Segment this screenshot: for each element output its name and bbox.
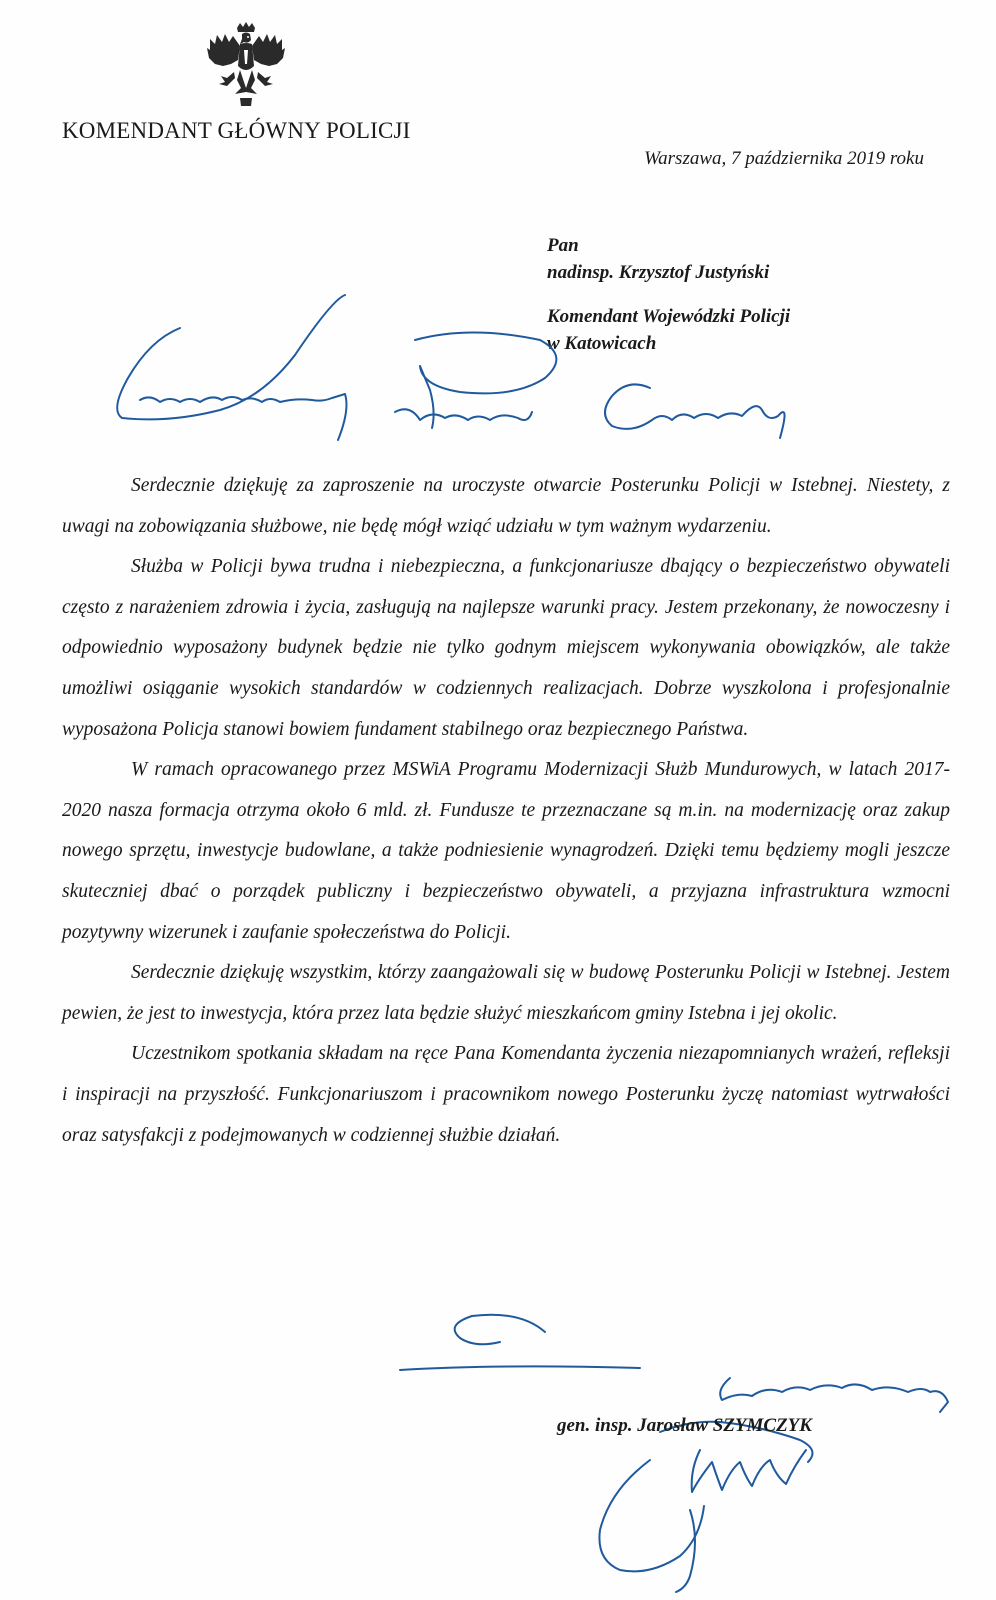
body-paragraph: Uczestnikom spotkania składam na ręce Pana Komendanta życzenia niezapomnianych wrażeń, refleksji i inspiracji na przyszłość. Funkcjonariuszom i pracownikom nowego Posterunku życzę natomiast wytrwałości oraz satysfakcji z podejmowanych w codziennej służbie działań. (62, 1043, 950, 1146)
body-paragraph: Służba w Policji bywa trudna i niebezpieczna, a funkcjonariusze dbający o bezpieczeństwo obywateli często z narażeniem zdrowia i życia, zasługują na najlepsze warunki pracy. Jestem przekonany, że nowoczesny i odpowiednio wyposażony budynek będzie nie tylko godnym miejscem wykonywania obowiązków, ale także umożliwi osiąganie wysokich standardów w codziennych realizacjach. Dobrze wyszkolona i profesjonalnie wyposażona Policja stanowi bowiem fundament stabilnego oraz bezpiecznego Państwa. (62, 556, 950, 740)
body-paragraph: Serdecznie dziękuję wszystkim, którzy zaangażowali się w budowę Posterunku Policji w Istebnej. Jestem pewien, że jest to inwestycja, która przez lata będzie służyć mieszkańcom gminy Istebna i jej okolic. (62, 962, 950, 1024)
addressee-salutation: Pan (547, 235, 579, 256)
polish-eagle-emblem (207, 22, 285, 106)
date-line: Warszawa, 7 października 2019 roku (644, 148, 924, 169)
issuing-office: KOMENDANT GŁÓWNY POLICJI (62, 118, 411, 143)
addressee-name: nadinsp. Krzysztof Justyński (547, 262, 770, 283)
handwritten-closing-text (0, 0, 1, 1)
handwritten-signature (599, 1422, 812, 1592)
letter-body (62, 466, 950, 1156)
signatory-name: gen. insp. Jarosław SZYMCZYK (557, 1415, 812, 1436)
body-paragraph: Serdecznie dziękuję za zaproszenie na uroczyste otwarcie Posterunku Policji w Istebnej. Niestety, z uwagi na zobowiązania służbowe, nie będę mógł wziąć udziału w tym ważnym wydarzeniu. (62, 475, 950, 537)
addressee-position: Komendant Wojewódzki Policji (547, 306, 791, 327)
handwritten-closing (400, 1315, 948, 1412)
addressee-block (547, 232, 790, 357)
body-paragraph: W ramach opracowanego przez MSWiA Programu Modernizacji Służb Mundurowych, w latach 2017-2020 nasza formacja otrzyma około 6 mld. zł. Fundusze te przeznaczane są m.in. na modernizację oraz zakup nowego sprzętu, inwestycje budowlane, a także podniesienie wynagrodzeń. Dzięki temu będziemy mogli jeszcze skuteczniej dbać o porządek publiczny i bezpieczeństwo obywateli, a przyjazna infrastruktura wzmocni pozytywny wizerunek i zaufanie społeczeństwa do Policji. (62, 759, 950, 943)
addressee-location: w Katowicach (547, 333, 657, 354)
